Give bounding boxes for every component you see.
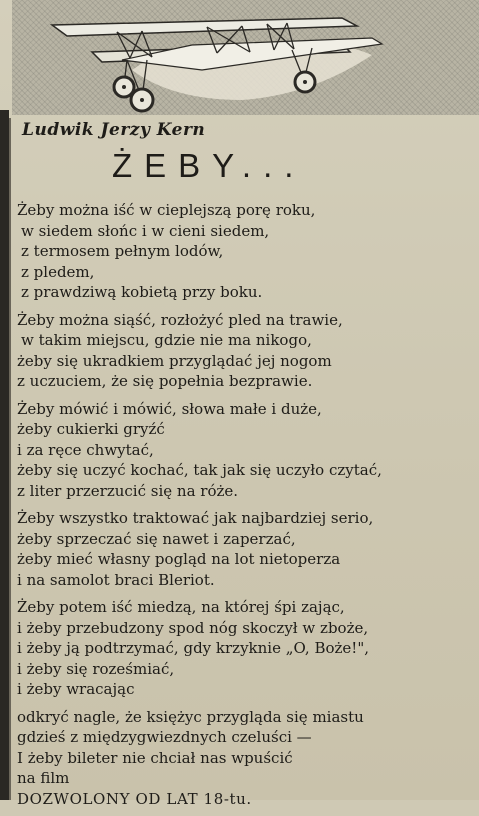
poem-line: Żeby można iść w cieplejszą porę roku,	[17, 201, 316, 219]
poem-line: Żeby można siąść, rozłożyć pled na trawie,	[17, 310, 343, 329]
poem-line: i na samolot braci Bleriot.	[17, 570, 215, 589]
poem-line: i żeby przebudzony spod nóg skoczył w zboże,	[17, 618, 369, 637]
poem-line: i żeby wracając	[17, 680, 135, 698]
poem-line: z prawdziwą kobietą przy boku.	[21, 283, 263, 301]
poem-line: Żeby mówić i mówić, słowa małe i duże,	[17, 399, 322, 418]
poem-line: gdzieś z międzygwiezdnych czeluści —	[17, 728, 312, 746]
poem-line: w siedem słońc i w cieni siedem,	[21, 221, 270, 240]
poem-line: i za ręce chwytać,	[17, 440, 154, 459]
poem-line: z pledem,	[21, 262, 95, 281]
biplane-illustration	[12, 0, 479, 115]
column-rule-inner	[9, 118, 11, 800]
poem-line: w takim miejscu, gdzie nie ma nikogo,	[21, 331, 312, 349]
poem-line: odkryć nagle, że księżyc przygląda się miastu	[17, 707, 364, 726]
poem-line: i żeby się roześmiać,	[17, 659, 175, 678]
poem-line: z uczuciem, że się popełnia bezprawie.	[17, 372, 313, 390]
poem-line: i żeby ją podtrzymać, gdy krzyknie „O, Boże!",	[17, 639, 369, 657]
poem-line: żeby mieć własny pogląd na lot nietoperza	[17, 550, 341, 568]
poem-line: żeby sprzeczać się nawet i zaperzać,	[17, 529, 296, 548]
stanza	[17, 310, 472, 392]
stanza	[17, 597, 472, 700]
biplane-icon	[12, 0, 479, 115]
stanza	[17, 508, 472, 590]
poem-body	[17, 200, 472, 816]
poem-line: Żeby wszystko traktować jak najbardziej serio,	[17, 509, 374, 527]
poem-line: na film	[17, 769, 70, 787]
poem-line: żeby się uczyć kochać, tak jak się uczyło czytać,	[17, 461, 382, 479]
poem-line: z liter przerzucić się na róże.	[17, 481, 239, 500]
stanza	[17, 707, 472, 810]
poem-title: ŻEBY...	[112, 147, 306, 184]
stanza	[17, 200, 472, 303]
stanza	[17, 399, 472, 502]
poem-line: żeby cukierki gryźć	[17, 420, 165, 438]
poem-line: żeby się ukradkiem przyglądać jej nogom	[17, 351, 332, 370]
poem-line: DOZWOLONY OD LAT 18-tu.	[17, 789, 252, 808]
poem-line: I żeby bileter nie chciał nas wpuścić	[17, 748, 293, 767]
author-name: Ludwik Jerzy Kern	[22, 120, 206, 140]
column-rule	[0, 110, 9, 800]
poem-line: z termosem pełnym lodów,	[21, 242, 224, 260]
poem-line: Żeby potem iść miedzą, na której śpi zając,	[17, 598, 345, 616]
